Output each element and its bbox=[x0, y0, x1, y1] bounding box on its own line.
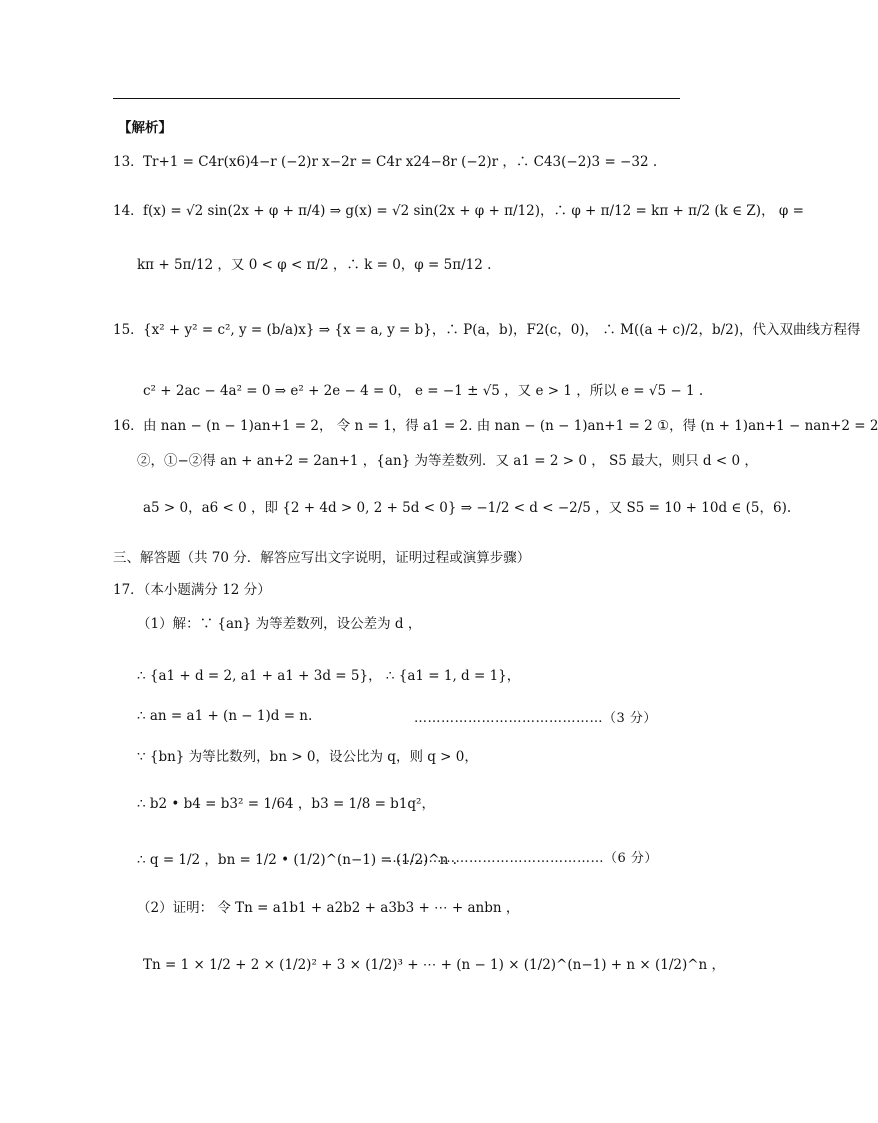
item-text: {x² + y² = c², y = (b/a)x} ⇒ {x = a, y = b}，∴ P(a，b)，F2(c，0)， ∴ M((a + c)/2，b/2)，代入双曲线方程得 bbox=[143, 322, 861, 338]
score-mark: （3 分） bbox=[603, 711, 657, 726]
item-number: 16． bbox=[113, 418, 144, 434]
score-mark: （6 分） bbox=[604, 851, 658, 866]
item-13 bbox=[113, 150, 657, 170]
item-16-cont1: ②，①−②得 an + an+2 = 2an+1 ，{an} 为等差数列．又 a1 = 2 > 0 ， S5 最大，则只 d < 0 ， bbox=[137, 453, 758, 469]
item-number: 14． bbox=[113, 203, 144, 219]
top-rule bbox=[113, 98, 680, 99]
item-16-cont2: a5 > 0，a6 < 0 ，即 {2 + 4d > 0, 2 + 5d < 0} ⇒ −1/2 < d < −2/5 ，又 S5 = 10 + 10d ∈ (5，6). bbox=[143, 500, 792, 516]
q17-part1-geometric: ∵ {bn} 为等比数列，bn > 0，设公比为 q，则 q > 0， bbox=[137, 749, 478, 765]
dot-leader: ………………………………………… bbox=[388, 851, 604, 866]
score-leader bbox=[414, 707, 657, 726]
q17-part1-result: ∴ an = a1 + (n − 1)d = n. bbox=[137, 708, 313, 724]
item-number: 15． bbox=[113, 322, 144, 338]
q17-part1-q: ∴ q = 1/2 ，bn = 1/2 • (1/2)^(n−1) = (1/2)^n . bbox=[137, 852, 457, 868]
part3-heading: 三、解答题（共 70 分．解答应写出文字说明，证明过程或演算步骤） bbox=[113, 550, 531, 566]
q17-part1-system: ∴ {a1 + d = 2, a1 + a1 + 3d = 5}， ∴ {a1 = 1, d = 1}， bbox=[137, 668, 521, 684]
score-leader bbox=[388, 847, 658, 866]
q17-part1-b: ∴ b2 • b4 = b3² = 1/64 ，b3 = 1/8 = b1q²， bbox=[137, 796, 435, 812]
item-14 bbox=[113, 199, 804, 219]
section-label: 【解析】 bbox=[118, 120, 172, 136]
item-number: 13． bbox=[113, 154, 144, 170]
item-text: f(x) = √2 sin(2x + φ + π/4) ⇒ g(x) = √2 sin(2x + φ + π/12)，∴ φ + π/12 = kπ + π/2 (k ∈ Z)， φ = bbox=[143, 203, 804, 219]
item-14-cont: kπ + 5π/12 ，又 0 < φ < π/2 ，∴ k = 0，φ = 5π/12 . bbox=[137, 257, 492, 273]
item-15 bbox=[113, 318, 861, 338]
q17-part2-intro: （2）证明： 令 Tn = a1b1 + a2b2 + a3b3 + ⋯ + anbn ， bbox=[137, 900, 520, 916]
item-15-cont: c² + 2ac − 4a² = 0 ⇒ e² + 2e − 4 = 0， e = −1 ± √5 ，又 e > 1 ，所以 e = √5 − 1 . bbox=[143, 383, 704, 399]
q17-part2-sum: Tn = 1 × 1/2 + 2 × (1/2)² + 3 × (1/2)³ + ⋯ + (n − 1) × (1/2)^(n−1) + n × (1/2)^n ， bbox=[143, 957, 726, 973]
item-16 bbox=[113, 414, 878, 434]
dot-leader: …………………………………… bbox=[414, 711, 603, 726]
item-text: 由 nan − (n − 1)an+1 = 2， 令 n = 1，得 a1 = 2. 由 nan − (n − 1)an+1 = 2 ①，得 (n + 1)an+1 − nan+2 = 2 bbox=[143, 418, 878, 434]
q17-part1-intro: （1）解：∵ {an} 为等差数列，设公差为 d ， bbox=[137, 616, 422, 632]
item-text: Tr+1 = C4r(x6)4−r (−2)r x−2r = C4r x24−8r (−2)r ，∴ C43(−2)3 = −32 . bbox=[143, 154, 658, 170]
q17-title: 17．（本小题满分 12 分） bbox=[113, 582, 271, 598]
